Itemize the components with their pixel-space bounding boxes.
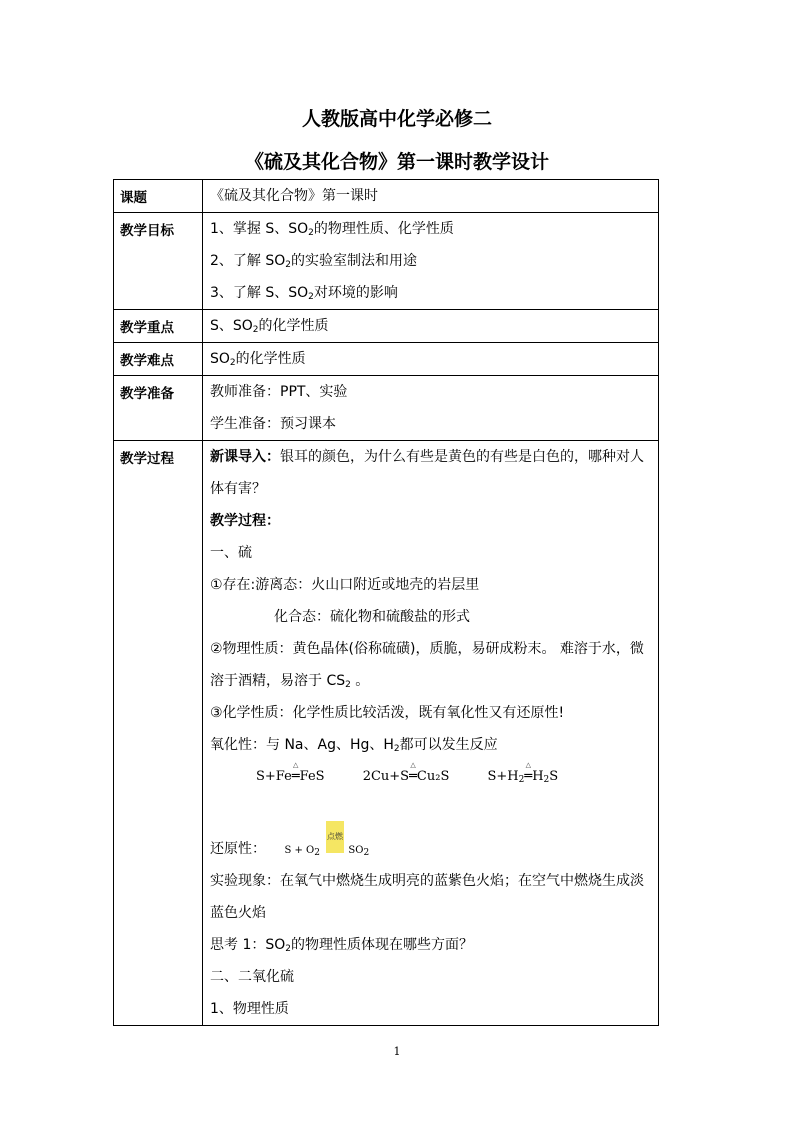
oxidation-equations	[210, 761, 654, 793]
subsection-physical: 1、物理性质	[210, 1001, 289, 1017]
row-content-difficulty	[203, 343, 659, 376]
table-row-process	[114, 441, 659, 1026]
row-content-goals	[203, 213, 659, 310]
process-heading: 教学过程：	[210, 513, 280, 529]
table-row-goals	[114, 213, 659, 310]
section-so2-heading: 二、二氧化硫	[210, 969, 294, 985]
chemical-properties: ③化学性质：化学性质比较活泼，既有氧化性又有还原性!	[210, 705, 565, 721]
page-number: 1	[393, 1045, 401, 1058]
experiment-observation: 实验现象：在氧气中燃烧生成明亮的蓝紫色火焰；在空气中燃烧生成淡蓝色火焰	[210, 873, 644, 921]
existence-free: ①存在:游离态：火山口附近或地壳的岩层里	[210, 577, 480, 593]
row-label-goals: 教学目标	[114, 213, 203, 310]
row-content-process	[203, 441, 659, 1026]
existence-combined: 化合态：硫化物和硫酸盐的形式	[274, 609, 470, 625]
row-label-process: 教学过程	[114, 441, 203, 1026]
row-label-difficulty: 教学难点	[114, 343, 203, 376]
goal-3: 3、了解 S、$SO_2$对环境的影响	[210, 285, 398, 302]
oxidizing-properties: 氧化性：与 Na、Ag、Hg、$H_2$都可以发生反应	[210, 737, 498, 754]
key-points-value: S、$SO_2$的化学性质	[210, 318, 329, 335]
row-label-key-points: 教学重点	[114, 310, 203, 343]
equation-s-fe: S+Fe △ ═FeS	[256, 761, 325, 784]
equation-cu-s: 2Cu+S △ ═Cu₂S	[362, 761, 450, 784]
row-content-topic	[203, 180, 659, 213]
think-question-1: 思考 1：$SO_2$的物理性质体现在哪些方面？	[210, 937, 473, 954]
table-row-preparation	[114, 376, 659, 441]
equation-s-h2: $S+H_2$ △ $═H_2S$	[487, 761, 559, 785]
equation-s-o2: $S + O_2$ 点燃 $SO_2$	[284, 845, 369, 856]
reducing-properties: 还原性： $S + O_2$ 点燃 $SO_2$	[210, 833, 654, 865]
goal-1: 1、掌握 S、$SO_2$的物理性质、化学性质	[210, 221, 454, 238]
table-row-topic	[114, 180, 659, 213]
document-subtitle: 《硫及其化合物》第一课时教学设计	[244, 151, 549, 173]
row-label-topic: 课题	[114, 180, 203, 213]
topic-value: 《硫及其化合物》第一课时	[210, 188, 378, 204]
student-prep: 学生准备：预习课本	[210, 416, 336, 432]
ignite-condition: 点燃	[326, 821, 344, 853]
row-content-key-points	[203, 310, 659, 343]
document-title: 人教版高中化学必修二	[301, 108, 492, 130]
table-row-difficulty	[114, 343, 659, 376]
lesson-plan-table	[113, 179, 659, 1026]
teacher-prep: 教师准备：PPT、实验	[210, 384, 348, 400]
table-row-key-points	[114, 310, 659, 343]
intro-paragraph: 新课导入：银耳的颜色，为什么有些是黄色的有些是白色的，哪种对人体有害？	[210, 449, 644, 497]
row-content-preparation	[203, 376, 659, 441]
goal-2: 2、了解 $SO_2$的实验室制法和用途	[210, 253, 417, 270]
physical-properties: ②物理性质：黄色晶体(俗称硫磺)，质脆，易研成粉末。 难溶于水，微溶于酒精，易溶于 $CS_2$ 。	[210, 641, 644, 690]
row-label-preparation: 教学准备	[114, 376, 203, 441]
section-sulfur-heading: 一、硫	[210, 545, 252, 561]
difficulty-value: $SO_2$的化学性质	[210, 351, 306, 368]
